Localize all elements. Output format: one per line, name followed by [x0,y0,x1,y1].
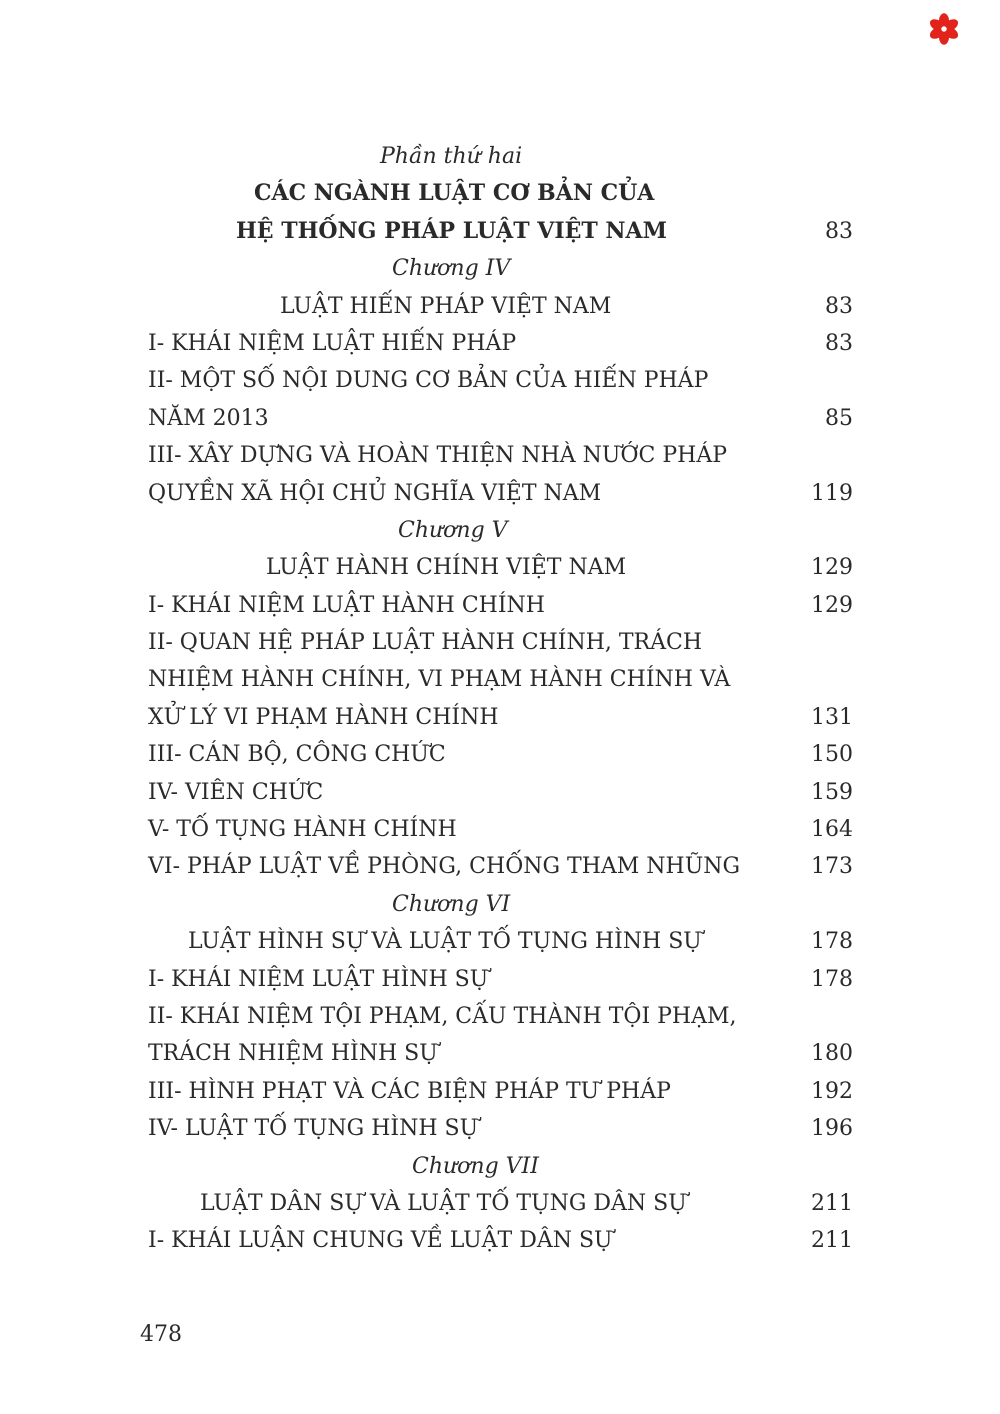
chapter-label-line [148,250,853,287]
page-number: 478 [140,1322,182,1347]
toc-entry-page: 180 [811,1041,853,1067]
toc-entry-page: 173 [811,854,853,880]
toc-entry-page: 164 [811,817,853,843]
toc-entry-text: II- QUAN HỆ PHÁP LUẬT HÀNH CHÍNH, TRÁCH [148,630,703,656]
chapter-label-line [148,512,853,549]
toc-entry-line [148,1035,853,1072]
flower-logo-icon [927,12,961,46]
toc-entry-line [148,624,853,661]
toc-entry-text: III- XÂY DỰNG VÀ HOÀN THIỆN NHÀ NƯỚC PHÁP [148,443,728,469]
chapter-page: 129 [811,555,853,581]
chapter-page: 83 [825,293,853,319]
chapter-title-line [148,288,853,325]
toc-entry-text: VI- PHÁP LUẬT VỀ PHÒNG, CHỐNG THAM NHŨNG [148,854,741,880]
toc-entry-text: III- HÌNH PHẠT VÀ CÁC BIỆN PHÁP TƯ PHÁP [148,1078,671,1104]
chapter-title-line [148,1185,853,1222]
toc-entry-line [148,1222,853,1259]
chapter-label-line [148,1148,853,1185]
chapter-label: Chương VII [412,1153,539,1179]
toc-entry-text: I- KHÁI NIỆM LUẬT HIẾN PHÁP [148,330,517,356]
part-title-line-2 [148,213,853,250]
toc-entry-line [148,961,853,998]
toc-entry-line [148,998,853,1035]
chapter-title-line [148,549,853,586]
toc-entry-page: 119 [811,480,853,506]
toc-entry-page: 85 [825,405,853,431]
toc-entry-line [148,1073,853,1110]
chapter-list [148,250,853,1260]
chapter-title-line [148,923,853,960]
toc-entry-text: IV- VIÊN CHỨC [148,779,324,805]
toc-entry-text: I- KHÁI NIỆM LUẬT HÀNH CHÍNH [148,592,545,618]
part-title-line-1 [148,175,853,212]
chapter-title: LUẬT HIẾN PHÁP VIỆT NAM [280,293,612,319]
toc-entry-text: II- KHÁI NIỆM TỘI PHẠM, CẤU THÀNH TỘI PHẠM, [148,1003,737,1029]
toc-entry-text: II- MỘT SỐ NỘI DUNG CƠ BẢN CỦA HIẾN PHÁP [148,368,709,394]
toc-entry-text: V- TỐ TỤNG HÀNH CHÍNH [148,817,457,843]
chapter-label: Chương IV [392,256,511,282]
toc-entry-line [148,736,853,773]
toc-entry-page: 196 [811,1116,853,1142]
toc-entry-line [148,848,853,885]
toc-entry-line [148,774,853,811]
toc-entry-text: QUYỀN XÃ HỘI CHỦ NGHĨA VIỆT NAM [148,480,602,506]
toc-entry-line [148,699,853,736]
toc-entry-text: NĂM 2013 [148,405,269,431]
toc-entry-line [148,475,853,512]
toc-entry-line [148,325,853,362]
chapter-label-line [148,886,853,923]
table-of-contents [148,138,853,1260]
toc-entry-page: 150 [811,742,853,768]
toc-entry-page: 211 [811,1228,853,1254]
part-label: Phần thứ hai [380,144,523,169]
part-title-1: CÁC NGÀNH LUẬT CƠ BẢN CỦA [254,180,655,207]
toc-entry-page: 131 [811,704,853,730]
toc-entry-line [148,1110,853,1147]
chapter-page: 211 [811,1190,853,1216]
toc-entry-text: I- KHÁI NIỆM LUẬT HÌNH SỰ [148,966,489,992]
toc-entry-text: I- KHÁI LUẬN CHUNG VỀ LUẬT DÂN SỰ [148,1228,613,1254]
toc-entry-text: III- CÁN BỘ, CÔNG CHỨC [148,742,446,768]
toc-entry-page: 178 [811,966,853,992]
part-label-line [148,138,853,175]
toc-entry-page: 159 [811,779,853,805]
toc-entry-line [148,587,853,624]
toc-entry-line [148,661,853,698]
toc-entry-text: TRÁCH NHIỆM HÌNH SỰ [148,1041,438,1067]
chapter-label: Chương V [398,517,508,543]
chapter-title: LUẬT HÌNH SỰ VÀ LUẬT TỐ TỤNG HÌNH SỰ [188,929,702,955]
chapter-title: LUẬT DÂN SỰ VÀ LUẬT TỐ TỤNG DÂN SỰ [200,1190,687,1216]
toc-entry-text: IV- LUẬT TỐ TỤNG HÌNH SỰ [148,1116,479,1142]
toc-entry-page: 83 [825,330,853,356]
toc-entry-line [148,362,853,399]
toc-entry-line [148,400,853,437]
toc-entry-page: 192 [811,1078,853,1104]
chapter-title: LUẬT HÀNH CHÍNH VIỆT NAM [266,555,627,581]
toc-entry-text: XỬ LÝ VI PHẠM HÀNH CHÍNH [148,704,499,730]
chapter-label: Chương VI [392,891,511,917]
chapter-page: 178 [811,929,853,955]
toc-entry-line [148,437,853,474]
part-page: 83 [825,218,853,244]
toc-entry-page: 129 [811,592,853,618]
toc-entry-line [148,811,853,848]
part-title-2: HỆ THỐNG PHÁP LUẬT VIỆT NAM [236,217,667,244]
toc-entry-text: NHIỆM HÀNH CHÍNH, VI PHẠM HÀNH CHÍNH VÀ [148,667,731,693]
